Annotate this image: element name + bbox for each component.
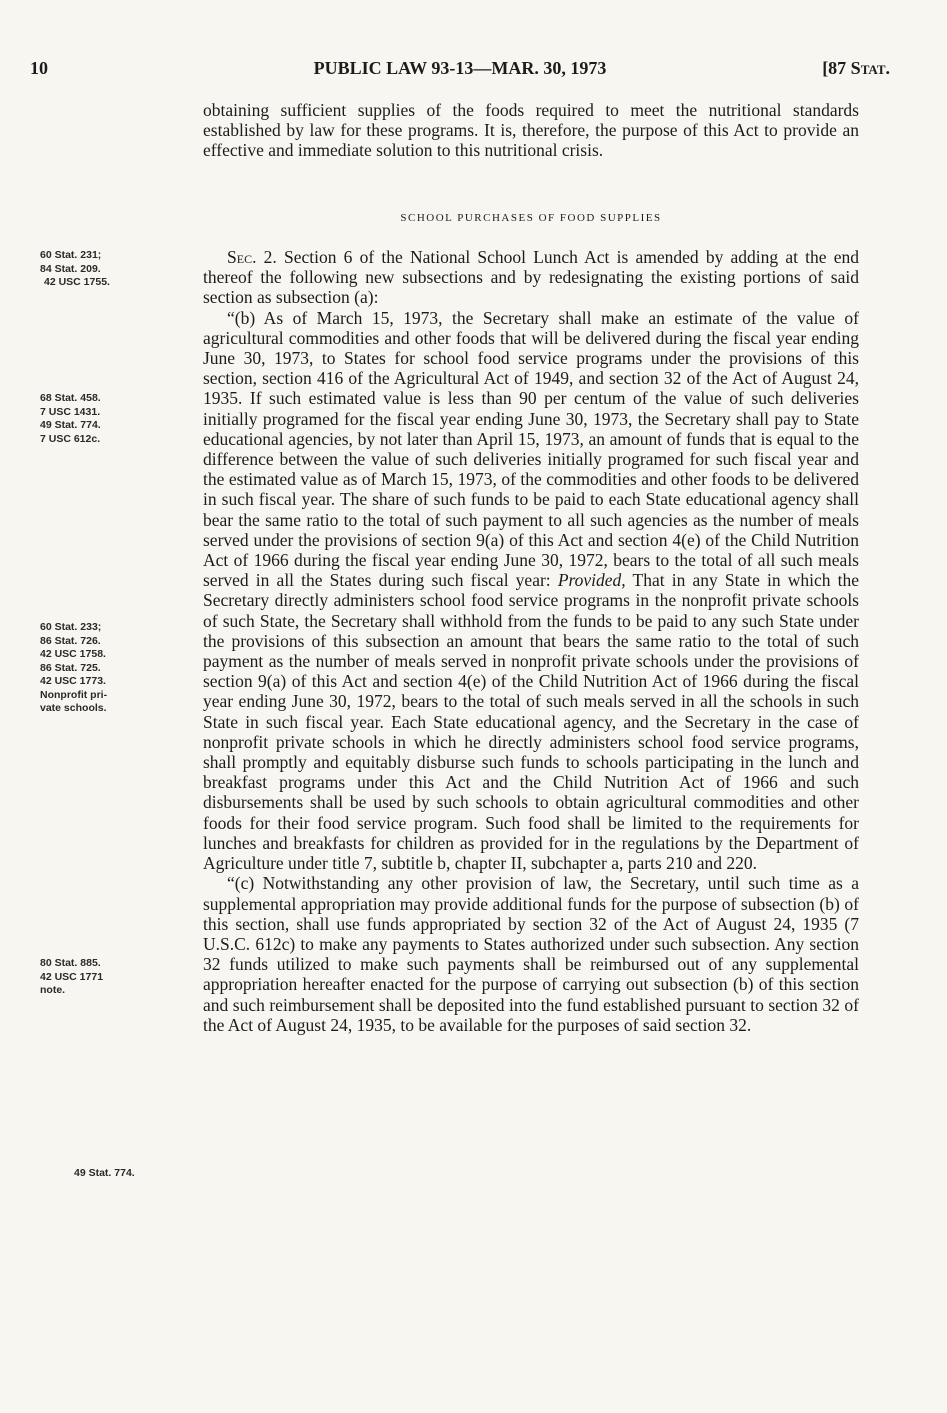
section-2-text: Section 6 of the National School Lunch Act is amended by adding at the end thereof the following new subsections and by redesignating the existing portions of said section as subsection (a): (203, 247, 859, 308)
section-2-block (203, 247, 859, 1035)
margin-note-line: 80 Stat. 885. (40, 957, 101, 969)
subsection-c-paragraph: “(c) Notwithstanding any other provision of law, the Secretary, until such time as a supplemental appropriation may provide additional funds for the purpose of subsection (b) of this section, shall use funds appropriated by section 32 of the Act of August 24, 1935 (7 U.S.C. 612c) to make any payments to States authorized under such subsection. Any section 32 funds utilized to make such payments shall be reimbursed out of any supplemental appropriation hereafter enacted for the purpose of carrying out subsection (b) of this section and such reimbursement shall be deposited into the fund established pursuant to section 32 of the Act of August 24, 1935, to be available for the purposes of said section 32. (203, 873, 859, 1035)
margin-note-line: 42 USC 1758. (40, 648, 106, 660)
margin-note-line: 42 USC 1771 (40, 970, 104, 983)
margin-note-line: 86 Stat. 725. (40, 661, 101, 674)
margin-note-2 (40, 392, 190, 446)
proviso-term: Provided, (557, 570, 626, 591)
margin-note-line: 49 Stat. 774. (40, 419, 101, 431)
margin-note-line: note. (40, 984, 66, 996)
margin-note-3 (40, 621, 190, 716)
margin-note-line: 42 USC 1755. (44, 276, 110, 288)
margin-note-line: 60 Stat. 231; (40, 249, 102, 261)
subsection-b-proviso-text: That in any State in which the Secretary directly administers school food service programs in the nonprofit private schools of such State, the Secretary shall withhold from the funds to be paid to any such State under the provisions of this subsection an amount that bears the same ratio to the total of such payment as the number of meals served in nonprofit private schools under the provisions of section 9(a) of this Act and section 4(e) of the Child Nutrition Act of 1966 during the fiscal year ending June 30, 1972, bears to the total of such meals served in all the schools in such State in such fiscal year. Each State educational agency, and the Secretary in the case of nonprofit private schools in which he directly administers school food service programs, shall promptly and equitably disburse such funds to schools participating in the lunch and breakfast programs under this Act and the Child Nutrition Act of 1966 and such disbursements shall be used by such schools to obtain agricultural commodities and other foods for their food service program. Such food shall be limited to the requirements for lunches and breakfasts for children as provided for in the regulations by the Department of Agriculture under title 7, subtitle b, chapter II, subchapter a, parts 210 and 220. (203, 570, 860, 874)
section-label: Sec. 2. (227, 247, 277, 267)
margin-note-line: 49 Stat. 774. (74, 1167, 135, 1179)
section-heading: SCHOOL PURCHASES OF FOOD SUPPLIES (400, 212, 662, 224)
margin-note-line: 60 Stat. 233; (40, 621, 102, 633)
intro-paragraph-block (203, 100, 859, 161)
margin-note-line: vate schools. (40, 702, 107, 714)
page-header (30, 58, 890, 84)
page-number: 10 (30, 58, 48, 78)
page-title: PUBLIC LAW 93-13—MAR. 30, 1973 (313, 58, 607, 78)
margin-note-1 (40, 249, 190, 290)
margin-note-line: 7 USC 1431. (40, 405, 101, 418)
statute-reference: [87 Stat. (822, 58, 890, 78)
section-2-paragraph (203, 247, 859, 308)
margin-note-line: Nonprofit pri- (40, 688, 108, 701)
subsection-b-text: “(b) As of March 15, 1973, the Secretary shall make an estimate of the value of agricultural commodities and other foods that will be delivered during the fiscal year ending June 30, 1973, to States for school food service programs under the provisions of this section, section 416 of the Agricultural Act of 1949, and section 32 of the Act of August 24, 1935. If such estimated value is less than 90 per centum of the value of such deliveries initially programed for the fiscal year ending June 30, 1973, the Secretary shall pay to State educational agencies, by not later than April 15, 1973, an amount of funds that is equal to the difference between the value of such deliveries initially programed for such fiscal year and the estimated value as of March 15, 1973, of the commodities and other foods to be delivered in such fiscal year. The share of such funds to be paid to each State educational agency shall bear the same ratio to the total of such payment to all such agencies as the number of meals served under the provisions of section 9(a) of this Act and section 4(e) of the Child Nutrition Act of 1966 during the fiscal year ending June 30, 1972, bears to the total of all such meals served in all the States during such fiscal year: (203, 307, 859, 591)
margin-note-5 (74, 1167, 224, 1181)
margin-note-line: 68 Stat. 458. (40, 392, 101, 404)
margin-note-line: 86 Stat. 726. (40, 634, 101, 647)
margin-note-4 (40, 957, 190, 998)
margin-note-line: 84 Stat. 209. (40, 262, 101, 275)
margin-note-line: 42 USC 1773. (40, 675, 106, 687)
subsection-b-paragraph (203, 308, 859, 874)
margin-note-line: 7 USC 612c. (40, 432, 101, 445)
intro-paragraph: obtaining sufficient supplies of the foods required to meet the nutritional standards established by law for these programs. It is, therefore, the purpose of this Act to provide an effective and immediate solution to this nutritional crisis. (203, 100, 859, 161)
